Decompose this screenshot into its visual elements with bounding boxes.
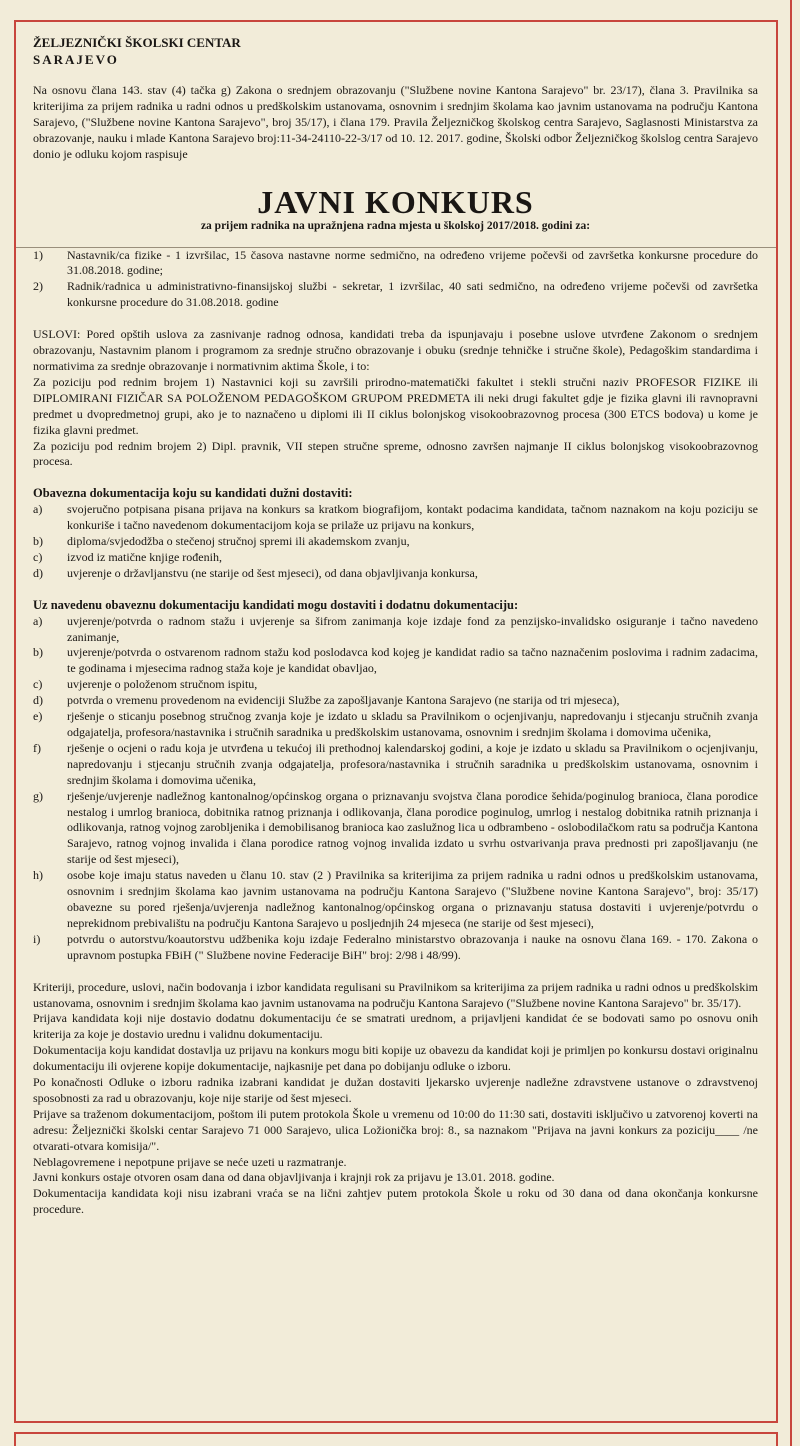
next-ad-border <box>14 1432 778 1446</box>
closing-criteria: Kriteriji, procedure, uslovi, način bodovanja i izbor kandidata regulisani su Pravilnikom sa kriterijima za prijem radnika u radni odnos u predškolskim ustanovama, osnovnim i srednjim školama kao javnim ustanovama na području Kantona Sarajevo ("Službene novine Kantona Sarajevo" br. 35/17). <box>33 979 758 1010</box>
item-letter: a) <box>33 502 43 517</box>
organization-header <box>33 34 758 68</box>
list-item <box>33 932 758 964</box>
position-item <box>33 248 758 280</box>
organization-name: ŽELJEZNIČKI ŠKOLSKI CENTAR <box>33 35 241 50</box>
item-text: osobe koje imaju status naveden u članu 10. stav (2 ) Pravilnika sa kriterijima za prijem radnika u radni odnos u predškolskim ustanovama, osnovnim i srednjim školama kao javnim ustanovama na području Kantona Sarajevo ("Službene novine Kantona Sarajevo", broj: 35/17) obavezne su pored rješenja/uvjerenja nadležnog kantonalnog/općinskog organa o priznavanju statusa dostaviti i uvjerenje/potvrdu o neprekidnom prebivalištu na području Kantona Sarajevo u posljednjih 24 mjeseca (ne starije od šest mjeseci), <box>67 868 758 930</box>
announcement-frame <box>14 20 778 1423</box>
closing-deadline-note: Javni konkurs ostaje otvoren osam dana od dana objavljivanja i krajnji rok za prijavu je 13.01. 2018. godine. <box>33 1170 555 1185</box>
mandatory-docs-heading: Obavezna dokumentacija koju su kandidati dužni dostaviti: <box>33 486 353 501</box>
item-text: izvod iz matične knjige rođenih, <box>67 549 222 564</box>
intro-paragraph: Na osnovu člana 143. stav (4) tačka g) Zakona o srednjem obrazovanju ("Službene novine Kantona Sarajevo" br. 23/17), člana 3. Pravilnika sa kriterijima za prijem radnika u radni odnos u predškolskim ustanovama, osnovnim i srednjim školama kao javnim ustanovama na području Kantona Sarajevo, ("Službene novine Kantona Sarajevo", broj 35/17), i člana 179. Pravila Željezničkog školskog centra Sarajevo, Saglasnosti Ministarstva za obrazovanje, nauku i mlade Kantona Sarajevo broj:11-34-24110-22-3/17 od 10. 12. 2017. godine, Školski odbor Željezničkog školslog centra Sarajevo donio je odluku kojom raspisuje <box>33 83 758 161</box>
position-text: Nastavnik/ca fizike - 1 izvršilac, 15 časova nastavne norme sedmično, na određeno vrijeme počevši od završetka konkursne procedure do 31.08.2018. godine; <box>67 247 758 278</box>
additional-docs-list <box>33 614 758 964</box>
item-text: uvjerenje o položenom stručnom ispitu, <box>67 677 258 692</box>
item-letter: h) <box>33 868 43 883</box>
mandatory-docs-list <box>33 502 758 582</box>
positions-list <box>33 248 758 312</box>
item-letter: g) <box>33 788 43 803</box>
item-letter: b) <box>33 534 43 549</box>
closing-return-note: Dokumentacija kandidata koji nisu izabrani vraća se na lični zahtjev putem protokola Škole u roku od 30 dana od dana okončanja konkursne procedure. <box>33 1186 758 1217</box>
conditions-section <box>33 327 758 470</box>
list-item <box>33 709 758 741</box>
item-letter: a) <box>33 613 43 628</box>
closing-copies-note: Dokumentacija koju kandidat dostavlja uz prijavu na konkurs mogu biti kopije uz obavezu da kandidat koji je primljen po konkursu dostavi originalnu dokumentaciju ili ovjerene kopije dokumentacije, najkasnije pet dana po dobijanju odluke o izboru. <box>33 1043 758 1074</box>
item-text: svojeručno potpisana pisana prijava na konkurs sa kratkom biografijom, kontakt podacima kandidata, tačnom naznakom na koju poziciju se konkuriše i tačno navedenom dokumentacijom koja se prilaže uz prijavu na konkurs, <box>67 502 758 533</box>
item-text: potvrdu o autorstvu/koautorstvu udžbenika koju izdaje Federalno ministarstvo obrazovanja i nauke na osnovu člana 169. - 170. Zakona o upravnom postupka FBiH (" Službene novine Federacije BiH" broj: 2/98 i 48/99). <box>67 931 758 962</box>
organization-city: SARAJEVO <box>33 52 119 67</box>
item-letter: f) <box>33 740 41 755</box>
adjacent-column-border <box>790 0 800 1446</box>
item-letter: e) <box>33 709 43 724</box>
position-number: 1) <box>33 247 43 262</box>
list-item <box>33 645 758 677</box>
item-letter: c) <box>33 677 43 692</box>
list-item <box>33 550 758 566</box>
closing-submission-note: Prijave sa traženom dokumentacijom, poštom ili putem protokola Škole u vremenu od 10:00 do 11:30 sati, dostaviti isključivo u zatvorenoj koverti na adresu: Željeznički školski centar Sarajevo 71 000 Sarajevo, ulica Ložionička broj: 8., sa naznakom "Prijava na javni konkurs za poziciju____ /ne otvarati-otvara komisija/". <box>33 1106 758 1153</box>
item-text: potvrda o vremenu provedenom na evidenciji Službe za zapošljavanje Kantona Sarajevo (ne starija od tri mjeseca), <box>67 693 620 708</box>
list-item <box>33 789 758 869</box>
list-item <box>33 693 758 709</box>
item-text: rješenje o sticanju posebnog stručnog zvanja koje je izdato u skladu sa Pravilnikom o ocjenjivanju, napredovanju i stjecanju stručnih zvanja odgajatelja, profesora/nastavnika i stručnih saradnika u predškolskim ustanovama, osnovnim i srednjim školama i domovima učenika, <box>67 709 758 739</box>
item-text: rješenje/uvjerenje nadležnog kantonalnog/općinskog organa o priznavanju svojstva člana porodice šehida/poginulog branioca, člana porodice nestalog i umrlog branioca, dobitnika ratnog priznanja i odlikovanja, člana porodice poginulog, umrlog i nestalog dobitnika ratnih priznanja i odlikovanja, ratnog vojnog zarobljenika i demobilisanog branioca kao zaslužnog lica u odbrambeno - oslobodilačkom ratu sa područja Kantona Sarajevo, ratnog vojnog invalida i člana porodice ratnog vojnog invalida izdato u svrhu ostvarivanja prava prednosti pri zapošljavanju (ne starije od šest mjeseci), <box>67 788 758 867</box>
conditions-position-2: Za poziciju pod rednim brojem 2) Dipl. pravnik, VII stepen stručne spreme, odnosno završen najmanje II ciklus bolonjskog visokoobrazovnog procesa. <box>33 438 758 469</box>
conditions-general: USLOVI: Pored opštih uslova za zasnivanje radnog odnosa, kandidati treba da ispunjavaju i posebne uslove utvrđene Zakonom o srednjem obrazovanju, Nastavnim planom i programom za srednje stručno obrazovanje i obuku (srednje tehničke i stručne škole), Pedagoškim standardima i normativima za srednje obrazovanje i normativnim aktima Škole, i to: <box>33 327 758 373</box>
item-text: rješenje o ocjeni o radu koja je utvrđena u tekućoj ili prethodnoj kalendarskoj godini, a koje je izdato u skladu sa Pravilnikom o ocjenjivanju, napredovanju i stjecanju stručnih zvanja odgajatelja, profesora/nastavnika i stručnih saradnika u predškolskim ustanovama, osnovnim i srednjim školama i domovima učenika, <box>67 740 758 787</box>
list-item <box>33 614 758 646</box>
position-item <box>33 279 758 311</box>
position-text: Radnik/radnica u administrativno-finansijskoj službi - sekretar, 1 izvršilac, 40 sati sedmično, na određeno vrijeme počevši od završetka konkursne procedure do 31.08.2018. godine <box>67 279 758 310</box>
item-text: diploma/svjedodžba o stečenoj stručnoj spremi ili akademskom zvanju, <box>67 534 410 549</box>
item-text: uvjerenje o državljanstvu (ne starije od šest mjeseci), od dana objavljivanja konkursa, <box>67 565 478 580</box>
closing-section <box>33 980 758 1219</box>
item-letter: d) <box>33 693 43 708</box>
position-number: 2) <box>33 279 43 294</box>
closing-medical-note: Po konačnosti Odluke o izboru radnika izabrani kandidat je dužan dostaviti ljekarsko uvjerenje nadležne zdravstvene ustanove o zdravstvenoj sposobnosti za rad u obrazovanju, koje nije starije od šest mjeseci. <box>33 1075 758 1105</box>
list-item <box>33 868 758 932</box>
item-letter: i) <box>33 931 41 946</box>
list-item <box>33 741 758 789</box>
item-text: uvjerenje/potvrda o radnom stažu i uvjerenje sa šifrom zanimanja koje izdaje fond za penzijsko-invalidsko osiguranje i tačno navedeno zanimanje, <box>67 613 758 644</box>
list-item <box>33 677 758 693</box>
document-subtitle: za prijem radnika na upražnjena radna mjesta u školskoj 2017/2018. godini za: <box>200 219 591 232</box>
item-letter: b) <box>33 645 43 660</box>
item-letter: d) <box>33 565 43 580</box>
conditions-position-1: Za poziciju pod rednim brojem 1) Nastavnici koji su završili prirodno-matematički fakultet i stekli stručni naziv PROFESOR FIZIKE ili DIPLOMIRANI FIZIČAR SA POLOŽENOM PEDAGOŠKOM GRUPOM PREDMETA ili neki drugi fakultet gdje je fizika glavni ili ravnopravni predmet u dvopredmetnoj grupi, ako je to naznačeno u diplomi ili II ciklus bolonjskog visokoobrazovnog procesa (300 ETCS bodova) u kome je fizika glavni predmet. <box>33 374 758 437</box>
list-item <box>33 502 758 534</box>
additional-docs-heading: Uz navedenu obaveznu dokumentaciju kandidati mogu dostaviti i dodatnu dokumentaciju: <box>33 597 519 612</box>
item-letter: c) <box>33 549 43 564</box>
closing-incomplete-note: Prijava kandidata koji nije dostavio dodatnu dokumentaciju će se smatrati urednom, a prijavljeni kandidat će se bodovati samo po osnovu onih kriterija za koje je dostavio urednu i validnu dokumentaciju. <box>33 1011 758 1042</box>
list-item <box>33 566 758 582</box>
list-item <box>33 534 758 550</box>
item-text: uvjerenje/potvrda o ostvarenom radnom stažu kod poslodavca kod kojeg je kandidat radio sa tačno naznačenim poslovima i radnim zadacima, te godinama i mjesecima radnog staža koje je kandidat obavljao, <box>67 645 758 676</box>
closing-late-note: Neblagovremene i nepotpune prijave se neće uzeti u razmatranje. <box>33 1154 347 1169</box>
document-title: JAVNI KONKURS <box>257 183 534 220</box>
